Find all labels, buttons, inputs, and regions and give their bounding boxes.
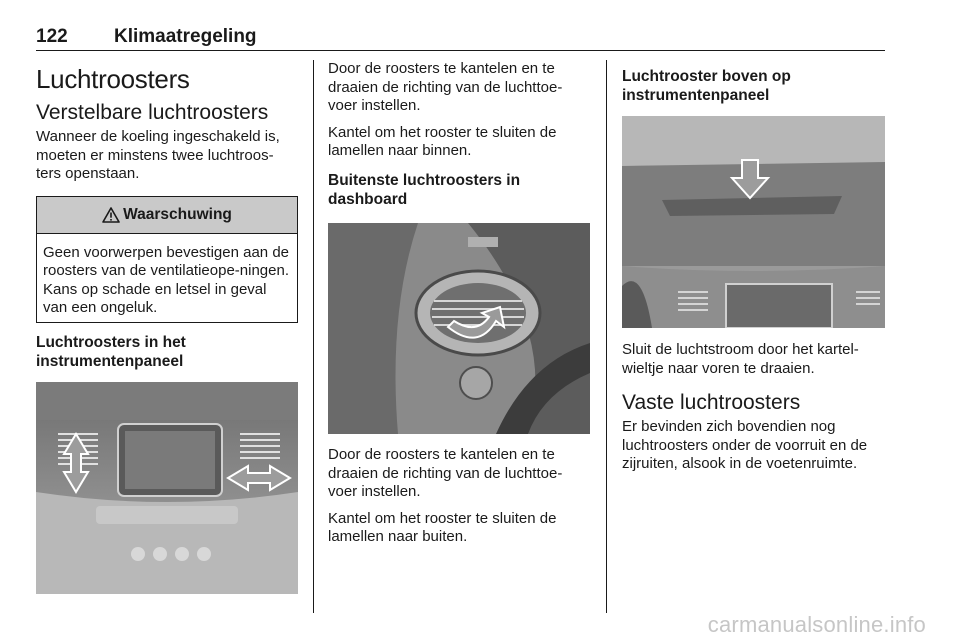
heading-outer-vents: Buitenste luchtroosters in dashboard — [328, 171, 521, 208]
center-vents-illustration — [36, 382, 298, 594]
paragraph-adjust-outer: Door de roosters te kantelen en te draaien de richting van de luchttoe-voer instellen. — [328, 446, 563, 500]
watermark: carmanualsonline.info — [707, 612, 926, 637]
heading-instrument-panel-vents: Luchtroosters in het instrumentenpaneel — [36, 333, 186, 370]
top-vent-illustration — [622, 116, 885, 328]
paragraph-fixed-vents: Er bevinden zich bovendien nog luchtroosters onder de voorruit en de zijruiten, alsook in de voetenruimte. — [622, 418, 868, 472]
paragraph-close-inward: Kantel om het rooster te sluiten de lamellen naar binnen. — [328, 123, 557, 159]
column-divider — [313, 60, 314, 613]
column-divider — [606, 60, 607, 613]
column-1 — [36, 60, 298, 377]
paragraph-thumbwheel: Sluit de luchtstroom door het kartel-wieltje naar voren te draaien. — [622, 341, 859, 377]
section-title: Luchtroosters — [36, 64, 190, 94]
chapter-title: Klimaatregeling — [114, 26, 257, 47]
column-2 — [328, 60, 590, 215]
paragraph-adjust: Door de roosters te kantelen en te draaien de richting van de luchttoe-voer instellen. — [328, 60, 563, 114]
warning-header — [37, 197, 297, 234]
column-3 — [622, 60, 884, 111]
heading-top-vent: Luchtrooster boven op instrumentenpaneel — [622, 68, 791, 104]
paragraph-close-outward: Kantel om het rooster te sluiten de lamellen naar buiten. — [328, 509, 557, 545]
intro-paragraph: Wanneer de koeling ingeschakeld is, moeten er minstens twee luchtroos-ters openstaan. — [36, 128, 280, 182]
warning-title: Waarschuwing — [123, 205, 232, 223]
column-2-lower — [328, 446, 590, 555]
page-number: 122 — [36, 26, 68, 47]
column-3-lower — [622, 341, 884, 482]
outer-vent-illustration — [328, 223, 590, 434]
subsection-fixed-vents: Vaste luchtroosters — [622, 391, 801, 414]
warning-box — [36, 196, 298, 323]
subsection-title: Verstelbare luchtroosters — [36, 101, 269, 124]
header-rule — [36, 50, 885, 51]
warning-text: Geen voorwerpen bevestigen aan de roosters van de ventilatieope-ningen. Kans op schade en letsel in geval van een ongeluk. — [43, 243, 290, 316]
warning-triangle-icon — [102, 207, 120, 223]
